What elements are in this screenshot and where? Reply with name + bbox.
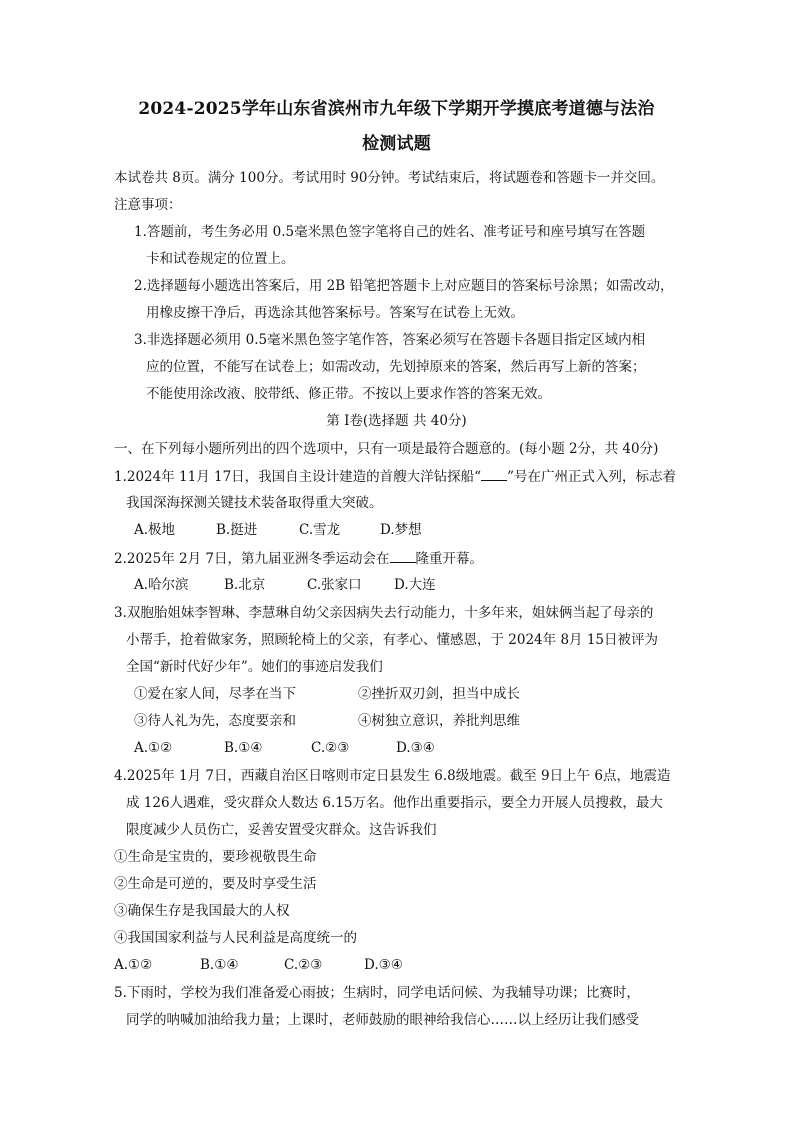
- notice-item-1-line-2: 卡和试卷规定的位置上。: [146, 251, 295, 267]
- question-2-option-a: A.哈尔滨: [134, 577, 189, 593]
- notice-item-3-line-2: 应的位置，不能写在试卷上；如需改动，先划掉原来的答案，然后再写上新的答案；: [146, 359, 646, 375]
- question-2-option-c: C.张家口: [307, 577, 362, 593]
- question-5-line-1: 5.下雨时，学校为我们准备爱心雨披；生病时，同学电话问候、为我辅导功课；比赛时，: [114, 985, 640, 1001]
- section-title: 第 I卷(选择题 共 40分): [326, 413, 467, 429]
- notice-item-1-line-1: 1.答题前，考生务必用 0.5毫米黑色签字笔将自己的姓名、准考证号和座号填写在答题: [134, 224, 646, 240]
- question-3-option-d: D.③④: [396, 740, 435, 756]
- notice-heading: 注意事项：: [114, 197, 182, 213]
- question-3-statement-4: ④树独立意识，养批判思维: [358, 713, 520, 729]
- question-4-option-c: C.②③: [284, 957, 323, 973]
- question-2-option-d: D.大连: [394, 577, 436, 593]
- question-2-blank: [390, 550, 416, 563]
- question-3-statement-1: ①爱在家人间，尽孝在当下: [134, 686, 296, 702]
- question-3-line-1: 3.双胞胎姐妹李智琳、李慧琳自幼父亲因病失去行动能力，十多年来，姐妹俩当起了母亲的: [114, 605, 654, 621]
- question-2-stem-post: 隆重开幕。: [415, 551, 483, 567]
- notice-item-3-line-3: 不能使用涂改液、胶带纸、修正带。不按以上要求作答的答案无效。: [146, 386, 551, 402]
- question-1-blank: [481, 468, 507, 481]
- question-1-option-d: D.梦想: [380, 522, 422, 538]
- part-one-instruction: 一、在下列每小题所列出的四个选项中，只有一项是最符合题意的。(每小题 2分，共 40分): [114, 441, 659, 457]
- question-4-statement-3: ③确保生存是我国最大的人权: [114, 903, 290, 919]
- question-3-option-a: A.①②: [134, 740, 173, 756]
- question-4-line-3: 限度减少人员伤亡，妥善安置受灾群众。这告诉我们: [126, 822, 437, 838]
- question-1-option-a: A.极地: [134, 522, 176, 538]
- question-4-option-b: B.①④: [200, 957, 239, 973]
- notice-item-3-line-1: 3.非选择题必须用 0.5毫米黑色签字笔作答，答案必须写在答题卡各题目指定区域内相: [134, 332, 646, 348]
- question-4-line-1: 4.2025年 1月 7日，西藏自治区日喀则市定日县发生 6.8级地震。截至 9日上午 6点，地震造: [114, 768, 671, 784]
- question-3-line-3: 全国“新时代好少年”。她们的事迹启发我们: [126, 659, 383, 675]
- question-5-line-2: 同学的呐喊加油给我力量；上课时，老师鼓励的眼神给我信心……以上经历让我们感受: [126, 1012, 639, 1028]
- notice-item-2-line-1: 2.选择题每小题选出答案后，用 2B 铅笔把答题卡上对应题目的答案标号涂黑；如需改动，: [134, 278, 674, 294]
- question-4-statement-4: ④我国国家利益与人民利益是高度统一的: [114, 930, 357, 946]
- question-4-option-a: A.①②: [114, 957, 153, 973]
- question-2-line-1: [114, 550, 483, 567]
- question-1-line-2: 我国深海探测关键技术装备取得重大突破。: [126, 495, 383, 511]
- exam-title-line1: 2024-2025学年山东省滨州市九年级下学期开学摸底考道德与法治: [138, 99, 655, 119]
- question-4-option-d: D.③④: [364, 957, 403, 973]
- question-1-option-c: C.雪龙: [299, 522, 341, 538]
- question-3-statement-3: ③待人礼为先，态度要亲和: [134, 713, 296, 729]
- question-1-stem-post: ”号在广州正式入列，标志着: [507, 469, 676, 485]
- exam-intro: 本试卷共 8页。满分 100分。考试用时 90分钟。考试结束后，将试题卷和答题卡一并交回。: [114, 170, 665, 186]
- question-1-stem-pre: 1.2024年 11月 17日，我国自主设计建造的首艘大洋钻探船“: [114, 469, 482, 485]
- question-4-statement-1: ①生命是宝贵的，要珍视敬畏生命: [114, 849, 317, 865]
- question-3-option-b: B.①④: [224, 740, 263, 756]
- question-1-line-1: [114, 468, 676, 485]
- question-2-stem-pre: 2.2025年 2月 7日，第九届亚洲冬季运动会在: [114, 551, 390, 567]
- question-3-option-c: C.②③: [311, 740, 350, 756]
- notice-item-2-line-2: 用橡皮擦干净后，再选涂其他答案标号。答案写在试卷上无效。: [146, 305, 524, 321]
- question-3-line-2: 小帮手，抢着做家务，照顾轮椅上的父亲，有孝心、懂感恩，于 2024年 8月 15日被评为: [126, 632, 658, 648]
- question-3-statement-2: ②挫折双刃剑，担当中成长: [358, 686, 520, 702]
- question-4-line-2: 成 126人遇难，受灾群众人数达 6.15万名。他作出重要指示，要全力开展人员搜救，最大: [126, 795, 663, 811]
- exam-title-line2: 检测试题: [362, 134, 431, 154]
- question-1-option-b: B.挺进: [216, 522, 258, 538]
- question-2-option-b: B.北京: [224, 577, 266, 593]
- question-4-statement-2: ②生命是可逆的，要及时享受生活: [114, 876, 317, 892]
